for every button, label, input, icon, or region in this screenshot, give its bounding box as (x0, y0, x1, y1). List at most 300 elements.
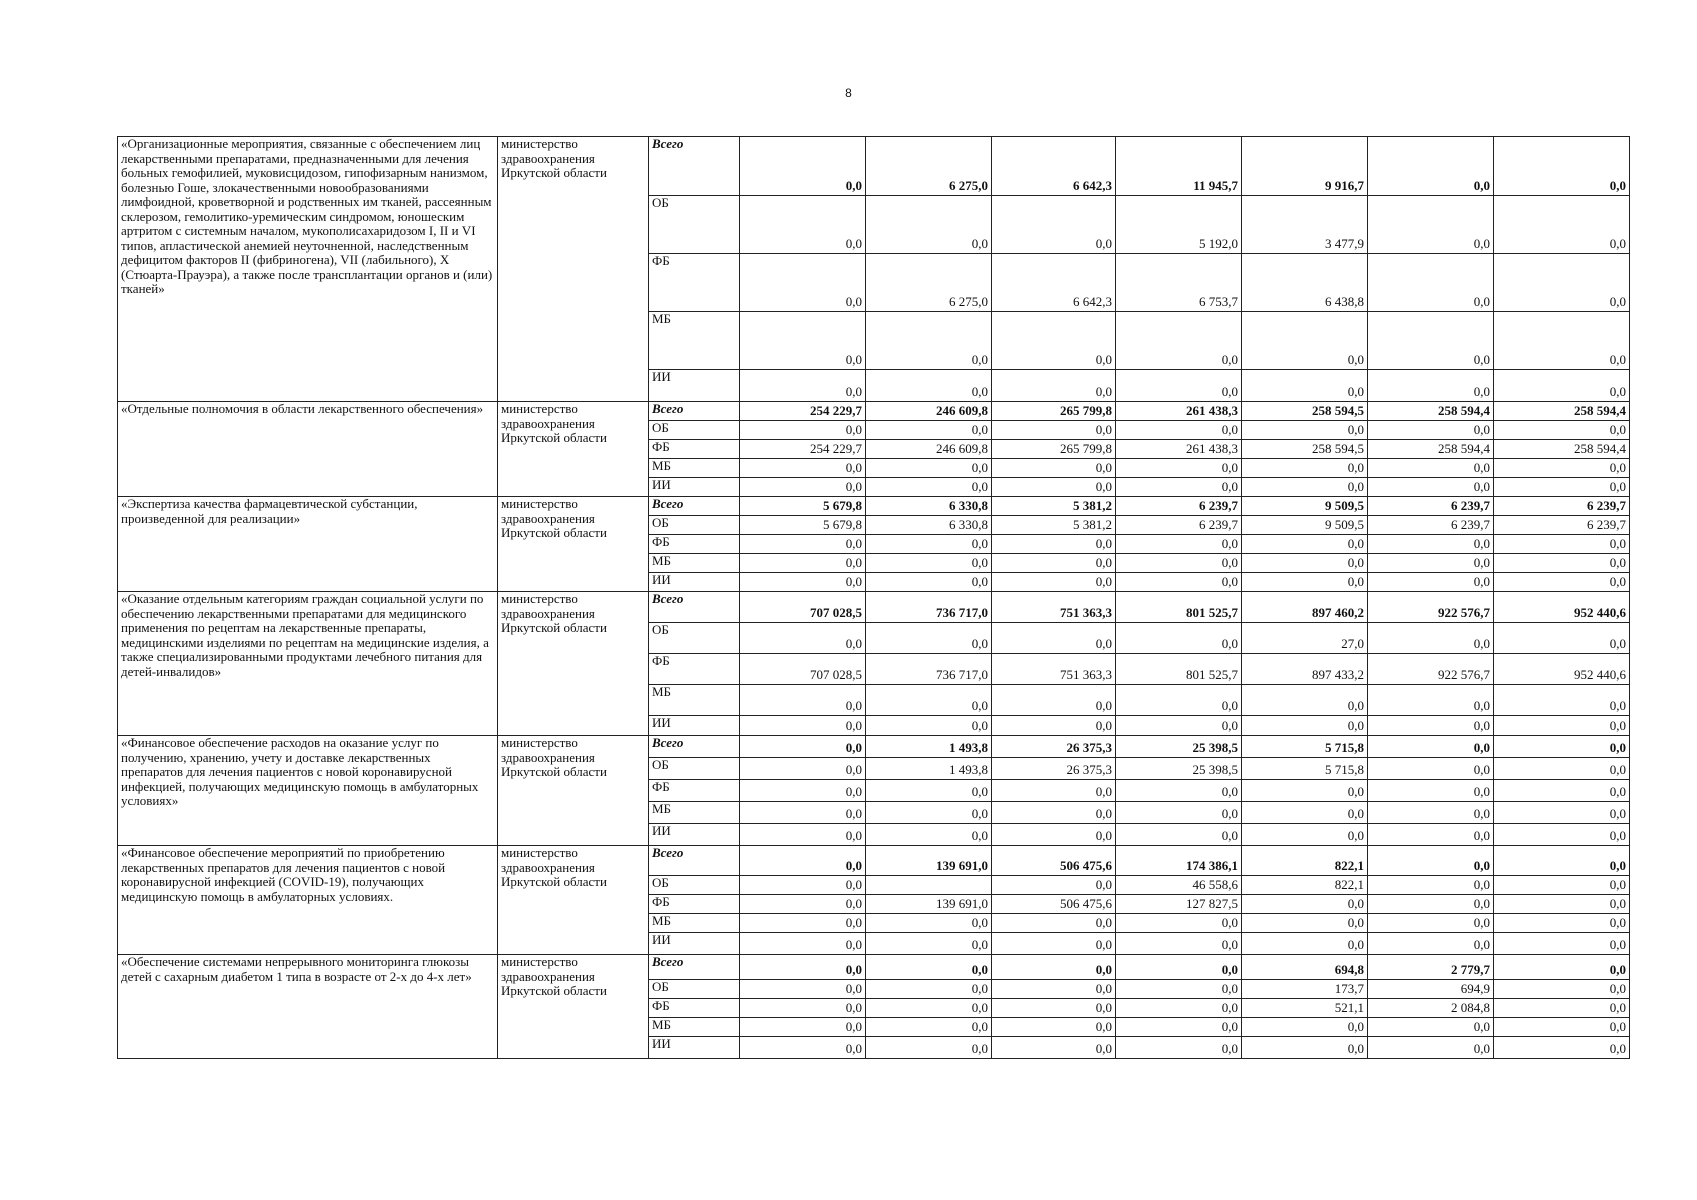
amount-cell: 25 398,5 (1116, 736, 1242, 758)
amount-cell: 0,0 (1494, 685, 1630, 716)
amount-cell: 0,0 (1116, 421, 1242, 440)
amount-cell: 0,0 (740, 1018, 866, 1037)
amount-cell: 1 493,8 (866, 736, 992, 758)
amount-cell: 506 475,6 (992, 846, 1116, 876)
amount-cell: 0,0 (740, 914, 866, 933)
amount-cell: 0,0 (1494, 459, 1630, 478)
amount-cell: 922 576,7 (1368, 654, 1494, 685)
amount-cell: 261 438,3 (1116, 402, 1242, 421)
funding-source-label: ФБ (649, 895, 740, 914)
funding-source-label: ФБ (649, 535, 740, 554)
funding-source-label: Всего (649, 497, 740, 516)
amount-cell: 0,0 (1116, 623, 1242, 654)
amount-cell: 952 440,6 (1494, 592, 1630, 623)
amount-cell: 0,0 (1242, 554, 1368, 573)
amount-cell: 0,0 (992, 535, 1116, 554)
amount-cell: 2 779,7 (1368, 955, 1494, 980)
amount-cell: 6 239,7 (1116, 516, 1242, 535)
amount-cell: 0,0 (992, 914, 1116, 933)
amount-cell: 0,0 (866, 478, 992, 497)
amount-cell: 0,0 (1242, 312, 1368, 370)
amount-cell: 0,0 (1368, 254, 1494, 312)
amount-cell: 0,0 (1494, 1018, 1630, 1037)
amount-cell: 26 375,3 (992, 736, 1116, 758)
amount-cell: 0,0 (866, 780, 992, 802)
amount-cell: 139 691,0 (866, 846, 992, 876)
amount-cell: 6 275,0 (866, 137, 992, 196)
amount-cell: 0,0 (740, 554, 866, 573)
amount-cell: 0,0 (992, 312, 1116, 370)
amount-cell: 0,0 (1368, 758, 1494, 780)
amount-cell: 0,0 (992, 478, 1116, 497)
amount-cell: 0,0 (1494, 137, 1630, 196)
amount-cell: 0,0 (1116, 933, 1242, 955)
amount-cell: 0,0 (1494, 802, 1630, 824)
amount-cell: 0,0 (1242, 421, 1368, 440)
amount-cell: 5 715,8 (1242, 758, 1368, 780)
amount-cell: 1 493,8 (866, 758, 992, 780)
amount-cell: 26 375,3 (992, 758, 1116, 780)
amount-cell: 0,0 (740, 955, 866, 980)
amount-cell: 0,0 (1242, 895, 1368, 914)
funding-source-label: МБ (649, 459, 740, 478)
funding-source-label: ФБ (649, 999, 740, 1018)
amount-cell: 0,0 (1494, 312, 1630, 370)
amount-cell: 0,0 (992, 780, 1116, 802)
amount-cell: 952 440,6 (1494, 654, 1630, 685)
amount-cell: 0,0 (866, 1037, 992, 1059)
amount-cell: 2 084,8 (1368, 999, 1494, 1018)
amount-cell: 0,0 (740, 573, 866, 592)
amount-cell: 0,0 (740, 933, 866, 955)
funding-source-label: ОБ (649, 196, 740, 254)
amount-cell: 3 477,9 (1242, 196, 1368, 254)
amount-cell: 173,7 (1242, 980, 1368, 999)
responsible-executor: министерство здравоохранения Иркутской области (498, 955, 649, 1059)
amount-cell: 0,0 (740, 780, 866, 802)
amount-cell: 6 239,7 (1368, 497, 1494, 516)
funding-source-label: ОБ (649, 516, 740, 535)
amount-cell: 0,0 (992, 554, 1116, 573)
amount-cell: 25 398,5 (1116, 758, 1242, 780)
amount-cell: 0,0 (992, 623, 1116, 654)
amount-cell: 0,0 (1242, 716, 1368, 736)
amount-cell: 801 525,7 (1116, 592, 1242, 623)
amount-cell: 0,0 (1368, 554, 1494, 573)
amount-cell: 5 381,2 (992, 497, 1116, 516)
amount-cell: 0,0 (866, 824, 992, 846)
amount-cell: 0,0 (1242, 780, 1368, 802)
amount-cell: 0,0 (1494, 846, 1630, 876)
measure-name: «Финансовое обеспечение мероприятий по приобретению лекарственных препаратов для лечения пациентов с новой коронавирусной инфекцией (COVID-19), получающих медицинскую помощь в амбулаторных условиях. (118, 846, 498, 955)
amount-cell: 6 239,7 (1494, 516, 1630, 535)
responsible-executor: министерство здравоохранения Иркутской области (498, 497, 649, 592)
amount-cell: 0,0 (1494, 895, 1630, 914)
amount-cell: 5 381,2 (992, 516, 1116, 535)
funding-source-label: ОБ (649, 980, 740, 999)
amount-cell: 6 330,8 (866, 497, 992, 516)
amount-cell: 265 799,8 (992, 440, 1116, 459)
amount-cell: 0,0 (866, 459, 992, 478)
amount-cell: 0,0 (1242, 685, 1368, 716)
amount-cell: 0,0 (1368, 370, 1494, 402)
amount-cell: 258 594,4 (1368, 440, 1494, 459)
amount-cell: 0,0 (866, 573, 992, 592)
responsible-executor: министерство здравоохранения Иркутской области (498, 846, 649, 955)
amount-cell: 0,0 (866, 312, 992, 370)
amount-cell: 0,0 (1494, 999, 1630, 1018)
amount-cell: 0,0 (1368, 780, 1494, 802)
funding-source-label: ИИ (649, 716, 740, 736)
amount-cell: 5 679,8 (740, 497, 866, 516)
funding-source-label: Всего (649, 592, 740, 623)
amount-cell: 0,0 (740, 535, 866, 554)
funding-source-label: Всего (649, 846, 740, 876)
amount-cell: 0,0 (740, 846, 866, 876)
amount-cell: 0,0 (740, 478, 866, 497)
funding-source-label: ОБ (649, 876, 740, 895)
amount-cell: 258 594,4 (1494, 440, 1630, 459)
amount-cell: 822,1 (1242, 876, 1368, 895)
amount-cell: 0,0 (1368, 535, 1494, 554)
amount-cell: 0,0 (1116, 554, 1242, 573)
amount-cell: 0,0 (1116, 370, 1242, 402)
amount-cell: 0,0 (866, 196, 992, 254)
amount-cell: 11 945,7 (1116, 137, 1242, 196)
amount-cell: 0,0 (866, 1018, 992, 1037)
amount-cell: 0,0 (866, 933, 992, 955)
funding-source-label: ОБ (649, 421, 740, 440)
funding-source-label: ИИ (649, 370, 740, 402)
amount-cell: 897 460,2 (1242, 592, 1368, 623)
amount-cell: 0,0 (992, 933, 1116, 955)
amount-cell: 0,0 (740, 370, 866, 402)
amount-cell: 0,0 (1494, 370, 1630, 402)
amount-cell: 6 330,8 (866, 516, 992, 535)
amount-cell: 0,0 (1368, 196, 1494, 254)
amount-cell: 0,0 (1368, 846, 1494, 876)
amount-cell: 139 691,0 (866, 895, 992, 914)
amount-cell: 5 192,0 (1116, 196, 1242, 254)
amount-cell: 0,0 (992, 459, 1116, 478)
responsible-executor: министерство здравоохранения Иркутской области (498, 137, 649, 402)
amount-cell: 0,0 (866, 685, 992, 716)
amount-cell: 0,0 (1368, 623, 1494, 654)
funding-source-label: Всего (649, 137, 740, 196)
amount-cell: 0,0 (1116, 685, 1242, 716)
amount-cell: 0,0 (1116, 914, 1242, 933)
amount-cell: 0,0 (740, 421, 866, 440)
amount-cell: 127 827,5 (1116, 895, 1242, 914)
amount-cell: 0,0 (1242, 573, 1368, 592)
amount-cell: 0,0 (1368, 895, 1494, 914)
amount-cell: 694,9 (1368, 980, 1494, 999)
amount-cell: 736 717,0 (866, 654, 992, 685)
amount-cell: 0,0 (740, 876, 866, 895)
measure-name: «Отдельные полномочия в области лекарственного обеспечения» (118, 402, 498, 497)
amount-cell: 897 433,2 (1242, 654, 1368, 685)
amount-cell: 0,0 (1494, 535, 1630, 554)
amount-cell: 258 594,4 (1368, 402, 1494, 421)
amount-cell: 0,0 (1494, 554, 1630, 573)
amount-cell: 5 715,8 (1242, 736, 1368, 758)
amount-cell: 0,0 (1116, 478, 1242, 497)
amount-cell: 0,0 (1116, 824, 1242, 846)
amount-cell: 0,0 (1116, 780, 1242, 802)
amount-cell: 258 594,5 (1242, 440, 1368, 459)
amount-cell: 258 594,5 (1242, 402, 1368, 421)
amount-cell: 0,0 (1494, 980, 1630, 999)
amount-cell: 0,0 (866, 716, 992, 736)
funding-source-label: ОБ (649, 623, 740, 654)
amount-cell: 0,0 (1116, 999, 1242, 1018)
amount-cell: 0,0 (1242, 802, 1368, 824)
amount-cell: 0,0 (992, 955, 1116, 980)
amount-cell: 0,0 (1494, 780, 1630, 802)
amount-cell: 6 642,3 (992, 254, 1116, 312)
amount-cell: 0,0 (866, 802, 992, 824)
amount-cell: 0,0 (992, 573, 1116, 592)
amount-cell: 0,0 (866, 980, 992, 999)
amount-cell: 254 229,7 (740, 402, 866, 421)
amount-cell: 0,0 (740, 980, 866, 999)
amount-cell: 0,0 (1242, 933, 1368, 955)
amount-cell: 0,0 (1368, 1037, 1494, 1059)
funding-source-label: ИИ (649, 933, 740, 955)
funding-source-label: ИИ (649, 1037, 740, 1059)
amount-cell: 0,0 (740, 685, 866, 716)
funding-source-label: ИИ (649, 478, 740, 497)
amount-cell: 0,0 (1368, 685, 1494, 716)
amount-cell: 254 229,7 (740, 440, 866, 459)
amount-cell: 27,0 (1242, 623, 1368, 654)
amount-cell: 0,0 (1242, 370, 1368, 402)
amount-cell: 0,0 (1368, 876, 1494, 895)
amount-cell: 0,0 (1368, 933, 1494, 955)
amount-cell: 0,0 (1368, 736, 1494, 758)
page-number: 8 (845, 86, 852, 100)
amount-cell: 0,0 (740, 254, 866, 312)
funding-source-label: Всего (649, 736, 740, 758)
funding-table (117, 136, 1630, 1059)
amount-cell: 0,0 (1242, 459, 1368, 478)
amount-cell: 0,0 (992, 685, 1116, 716)
amount-cell: 0,0 (1494, 736, 1630, 758)
amount-cell: 694,8 (1242, 955, 1368, 980)
table-row (118, 137, 1630, 196)
amount-cell: 0,0 (1116, 716, 1242, 736)
amount-cell: 0,0 (992, 980, 1116, 999)
responsible-executor: министерство здравоохранения Иркутской области (498, 402, 649, 497)
amount-cell: 0,0 (740, 736, 866, 758)
amount-cell: 707 028,5 (740, 654, 866, 685)
amount-cell: 0,0 (740, 999, 866, 1018)
funding-source-label: МБ (649, 312, 740, 370)
amount-cell: 0,0 (1368, 421, 1494, 440)
amount-cell: 0,0 (1368, 459, 1494, 478)
amount-cell: 0,0 (1494, 573, 1630, 592)
amount-cell: 801 525,7 (1116, 654, 1242, 685)
amount-cell: 822,1 (1242, 846, 1368, 876)
funding-source-label: ФБ (649, 780, 740, 802)
amount-cell: 0,0 (1494, 478, 1630, 497)
amount-cell: 0,0 (1494, 955, 1630, 980)
amount-cell: 707 028,5 (740, 592, 866, 623)
amount-cell: 6 239,7 (1494, 497, 1630, 516)
amount-cell: 261 438,3 (1116, 440, 1242, 459)
amount-cell: 0,0 (1116, 573, 1242, 592)
amount-cell: 6 642,3 (992, 137, 1116, 196)
measure-name: «Оказание отдельным категориям граждан социальной услуги по обеспечению лекарственными препаратами для медицинского применения по рецептам на лекарственные препараты, медицинскими изделиями по рецептам на медицинские изделия, а также специализированными продуктами лечебного питания для детей-инвалидов» (118, 592, 498, 736)
amount-cell: 0,0 (1494, 421, 1630, 440)
funding-source-label: Всего (649, 955, 740, 980)
amount-cell: 0,0 (992, 824, 1116, 846)
amount-cell: 0,0 (740, 716, 866, 736)
amount-cell: 0,0 (1242, 914, 1368, 933)
measure-name: «Обеспечение системами непрерывного мониторинга глюкозы детей с сахарным диабетом 1 типа в возрасте от 2-х до 4-х лет» (118, 955, 498, 1059)
funding-source-label: ИИ (649, 573, 740, 592)
amount-cell: 0,0 (740, 895, 866, 914)
amount-cell: 0,0 (740, 312, 866, 370)
amount-cell: 0,0 (740, 196, 866, 254)
table-row (118, 955, 1630, 980)
table-row (118, 736, 1630, 758)
amount-cell: 0,0 (1494, 623, 1630, 654)
amount-cell: 521,1 (1242, 999, 1368, 1018)
amount-cell: 0,0 (992, 421, 1116, 440)
amount-cell: 0,0 (1368, 824, 1494, 846)
amount-cell: 174 386,1 (1116, 846, 1242, 876)
responsible-executor: министерство здравоохранения Иркутской области (498, 736, 649, 846)
amount-cell: 6 753,7 (1116, 254, 1242, 312)
amount-cell: 0,0 (992, 196, 1116, 254)
amount-cell: 0,0 (1116, 802, 1242, 824)
amount-cell: 0,0 (1368, 1018, 1494, 1037)
amount-cell: 0,0 (1494, 254, 1630, 312)
amount-cell: 0,0 (1494, 196, 1630, 254)
amount-cell: 0,0 (740, 824, 866, 846)
amount-cell (866, 876, 992, 895)
funding-source-label: МБ (649, 685, 740, 716)
table-row (118, 592, 1630, 623)
amount-cell: 0,0 (1368, 137, 1494, 196)
measure-name: «Экспертиза качества фармацевтической субстанции, произведенной для реализации» (118, 497, 498, 592)
amount-cell: 246 609,8 (866, 440, 992, 459)
amount-cell: 0,0 (1242, 478, 1368, 497)
amount-cell: 6 239,7 (1368, 516, 1494, 535)
amount-cell: 0,0 (992, 1037, 1116, 1059)
amount-cell: 0,0 (1368, 802, 1494, 824)
funding-source-label: ФБ (649, 254, 740, 312)
amount-cell: 506 475,6 (992, 895, 1116, 914)
amount-cell: 6 239,7 (1116, 497, 1242, 516)
amount-cell: 9 509,5 (1242, 497, 1368, 516)
funding-source-label: ОБ (649, 758, 740, 780)
amount-cell: 0,0 (866, 370, 992, 402)
amount-cell: 0,0 (1368, 573, 1494, 592)
amount-cell: 0,0 (866, 554, 992, 573)
funding-source-label: Всего (649, 402, 740, 421)
amount-cell: 0,0 (866, 955, 992, 980)
funding-source-label: ФБ (649, 440, 740, 459)
amount-cell: 0,0 (1116, 312, 1242, 370)
amount-cell: 0,0 (866, 914, 992, 933)
amount-cell: 0,0 (992, 1018, 1116, 1037)
amount-cell: 0,0 (1494, 824, 1630, 846)
amount-cell: 0,0 (992, 999, 1116, 1018)
amount-cell: 0,0 (740, 137, 866, 196)
amount-cell: 0,0 (1242, 824, 1368, 846)
amount-cell: 0,0 (1368, 716, 1494, 736)
amount-cell: 0,0 (992, 876, 1116, 895)
amount-cell: 0,0 (1494, 876, 1630, 895)
amount-cell: 5 679,8 (740, 516, 866, 535)
table-row (118, 497, 1630, 516)
amount-cell: 0,0 (1368, 312, 1494, 370)
table-row (118, 402, 1630, 421)
amount-cell: 9 509,5 (1242, 516, 1368, 535)
amount-cell: 0,0 (1116, 955, 1242, 980)
measure-name: «Финансовое обеспечение расходов на оказание услуг по получению, хранению, учету и доставке лекарственных препаратов для лечения пациентов с новой коронавирусной инфекцией, получающих медицинскую помощь в амбулаторных условиях» (118, 736, 498, 846)
funding-source-label: МБ (649, 914, 740, 933)
amount-cell: 0,0 (866, 421, 992, 440)
amount-cell: 0,0 (1494, 914, 1630, 933)
amount-cell: 258 594,4 (1494, 402, 1630, 421)
measure-name: «Организационные мероприятия, связанные с обеспечением лиц лекарственными препаратами, предназначенными для лечения больных гемофилией, муковисцидозом, гипофизарным нанизмом, болезнью Гоше, злокачественными новообразованиями лимфоидной, кроветворной и родственных им тканей, рассеянным склерозом, гемолитико-уремическим синдромом, юношеским артритом с системным началом, мукополисахаридозом I, II и VI типов, апластической анемией неуточненной, наследственным дефицитом факторов II (фибриногена), VII (лабильного), X (Стюарта-Прауэра), а также после трансплантации органов и (или) тканей» (118, 137, 498, 402)
amount-cell: 46 558,6 (1116, 876, 1242, 895)
amount-cell: 0,0 (1242, 535, 1368, 554)
amount-cell: 736 717,0 (866, 592, 992, 623)
amount-cell: 922 576,7 (1368, 592, 1494, 623)
amount-cell: 0,0 (992, 716, 1116, 736)
amount-cell: 265 799,8 (992, 402, 1116, 421)
amount-cell: 0,0 (1116, 1037, 1242, 1059)
amount-cell: 751 363,3 (992, 592, 1116, 623)
funding-source-label: ФБ (649, 654, 740, 685)
amount-cell: 6 438,8 (1242, 254, 1368, 312)
amount-cell: 0,0 (1116, 1018, 1242, 1037)
table-row (118, 846, 1630, 876)
amount-cell: 0,0 (1368, 914, 1494, 933)
amount-cell: 0,0 (1116, 459, 1242, 478)
amount-cell: 0,0 (866, 623, 992, 654)
amount-cell: 0,0 (740, 758, 866, 780)
amount-cell: 0,0 (1494, 1037, 1630, 1059)
amount-cell: 0,0 (740, 623, 866, 654)
amount-cell: 6 275,0 (866, 254, 992, 312)
funding-source-label: МБ (649, 802, 740, 824)
amount-cell: 0,0 (1494, 758, 1630, 780)
amount-cell: 0,0 (992, 802, 1116, 824)
amount-cell: 0,0 (740, 1037, 866, 1059)
amount-cell: 0,0 (1368, 478, 1494, 497)
amount-cell: 751 363,3 (992, 654, 1116, 685)
amount-cell: 0,0 (866, 535, 992, 554)
amount-cell: 0,0 (1116, 980, 1242, 999)
amount-cell: 246 609,8 (866, 402, 992, 421)
funding-source-label: МБ (649, 1018, 740, 1037)
amount-cell: 0,0 (1494, 716, 1630, 736)
amount-cell: 0,0 (1494, 933, 1630, 955)
amount-cell: 0,0 (1242, 1037, 1368, 1059)
amount-cell: 0,0 (1242, 1018, 1368, 1037)
funding-source-label: ИИ (649, 824, 740, 846)
funding-source-label: МБ (649, 554, 740, 573)
amount-cell: 0,0 (992, 370, 1116, 402)
amount-cell: 0,0 (866, 999, 992, 1018)
responsible-executor: министерство здравоохранения Иркутской области (498, 592, 649, 736)
amount-cell: 0,0 (740, 802, 866, 824)
